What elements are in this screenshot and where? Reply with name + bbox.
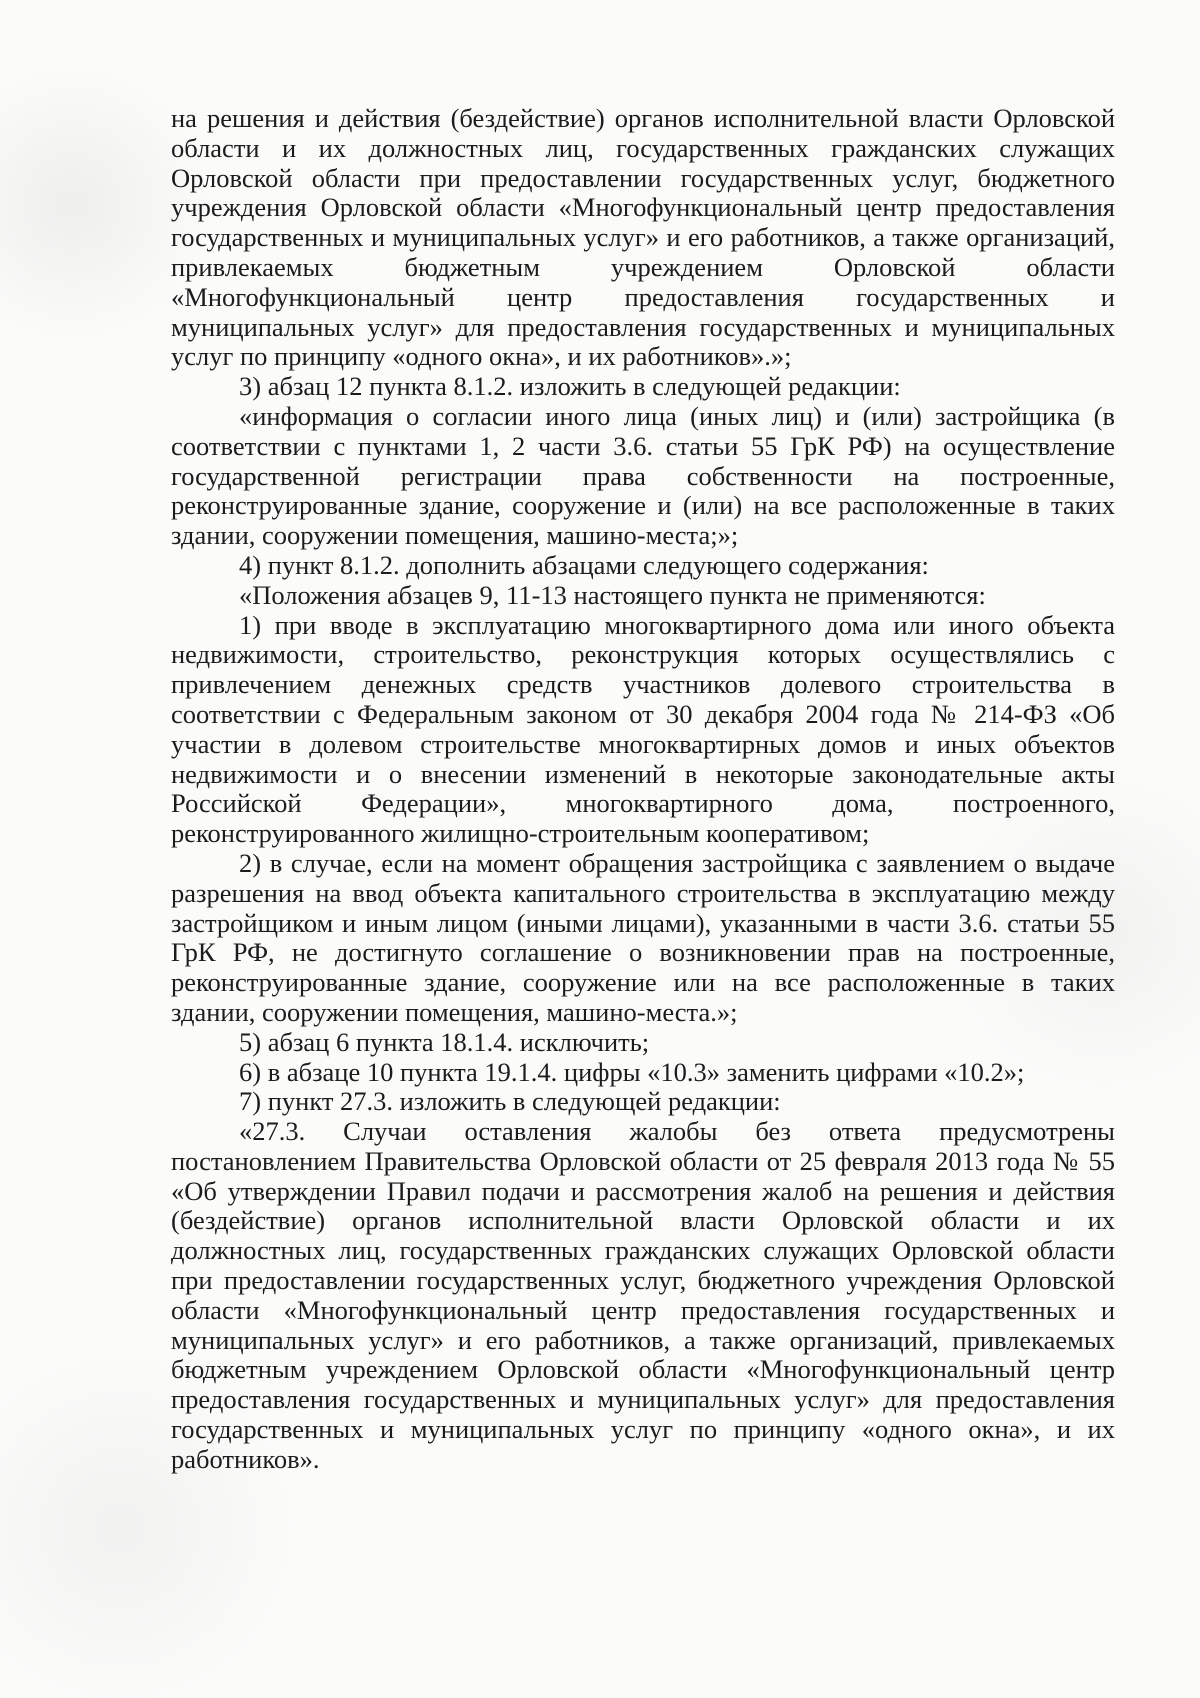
paragraph-item-7-text: «27.3. Случаи оставления жалобы без ответа предусмотрены постановлением Правительства Орловской области от 25 февраля 2013 года № 55 «Об утверждении Правил подачи и рассмотрения жалоб на решения и действия (бездействие) органов исполнительной власти Орловской области и их должностных лиц, государственных гражданских служащих Орловской области при предоставлении государственных услуг, бюджетного учреждения Орловской области «Многофункциональный центр предоставления государственных и муниципальных услуг» и его работников, а также организаций, привлекаемых бюджетным учреждением Орловской области «Многофункциональный центр предоставления государственных и муниципальных услуг» для предоставления государственных и муниципальных услуг по принципу «одного окна», и их работников».: [171, 1116, 1115, 1474]
paragraph-item-4-intro: «Положения абзацев 9, 11-13 настоящего пункта не применяются:: [239, 579, 986, 610]
paragraph-item-3-text: «информация о согласии иного лица (иных лиц) и (или) застройщика (в соответствии с пунктами 1, 2 части 3.6. статьи 55 ГрК РФ) на осуществление государственной регистрации права собственности на построенные, реконструированные здание, сооружение и (или) на все расположенные в таких здании, сооружении помещения, машино-места;»;: [171, 400, 1115, 551]
paragraph-continuation: на решения и действия (бездействие) органов исполнительной власти Орловской области и их должностных лиц, государственных гражданских служащих Орловской области при предоставлении государственных услуг, бюджетного учреждения Орловской области «Многофункциональный центр предоставления государственных и муниципальных услуг» и его работников, а также организаций, привлекаемых бюджетным учреждением Орловской области «Многофункциональный центр предоставления государственных и муниципальных услуг» для предоставления государственных и муниципальных услуг по принципу «одного окна», и их работников».»;: [171, 103, 1115, 372]
paragraph-item-3: 3) абзац 12 пункта 8.1.2. изложить в следующей редакции:: [239, 371, 901, 402]
paragraph-item-7: 7) пункт 27.3. изложить в следующей редакции:: [239, 1086, 781, 1117]
paragraph-subitem-1: 1) при вводе в эксплуатацию многоквартирного дома или иного объекта недвижимости, строительство, реконструкция которых осуществлялись с привлечением денежных средств участников долевого строительства в соответствии с Федеральным законом от 30 декабря 2004 года № 214-ФЗ «Об участии в долевом строительстве многоквартирных домов и иных объектов недвижимости и о внесении изменений в некоторые законодательные акты Российской Федерации», многоквартирного дома, построенного, реконструированного жилищно-строительным кооперативом;: [171, 609, 1115, 849]
paragraph-item-4: 4) пункт 8.1.2. дополнить абзацами следующего содержания:: [239, 549, 929, 580]
paragraph-item-5: 5) абзац 6 пункта 18.1.4. исключить;: [239, 1026, 650, 1057]
paragraph-subitem-2: 2) в случае, если на момент обращения застройщика с заявлением о выдаче разрешения на ввод объекта капитального строительства в эксплуатацию между застройщиком и иным лицом (иными лицами), указанными в части 3.6. статьи 55 ГрК РФ, не достигнуто соглашение о возникновении прав на построенные, реконструированные здание, сооружение или на все расположенные в таких здании, сооружении помещения, машино-места.»;: [171, 847, 1115, 1027]
document-body: [171, 104, 1115, 1475]
paragraph-item-6: 6) в абзаце 10 пункта 19.1.4. цифры «10.3» заменить цифрами «10.2»;: [239, 1056, 1025, 1087]
